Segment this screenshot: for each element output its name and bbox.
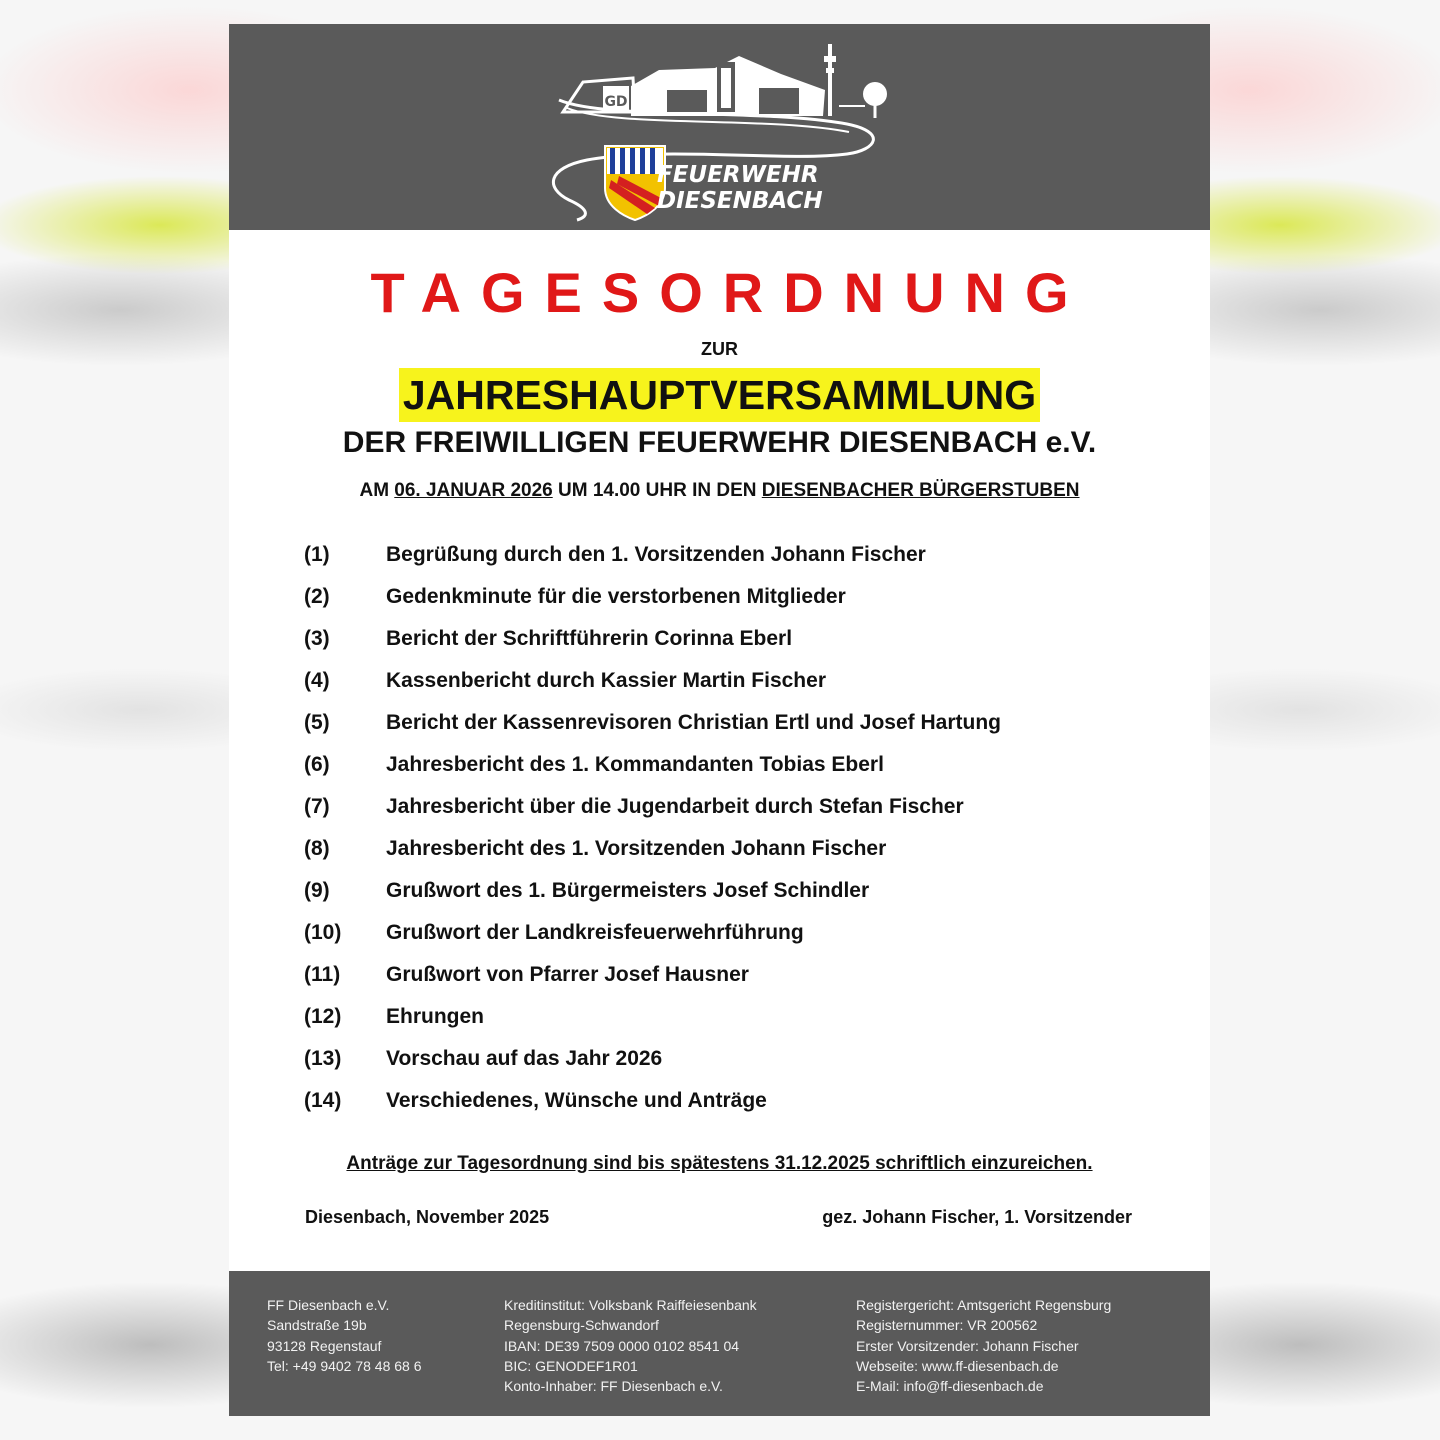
header-banner [229, 24, 1210, 230]
date-prefix: AM [359, 480, 395, 501]
footer-banner [229, 1271, 1210, 1416]
subtitle-zur: ZUR [701, 339, 738, 359]
agenda-text: Grußwort der Landkreisfeuerwehrführung [386, 921, 804, 944]
agenda-number: (2) [304, 585, 330, 608]
agenda-item [304, 837, 1164, 879]
agenda-text: Jahresbericht des 1. Kommandanten Tobias Eberl [386, 753, 884, 776]
agenda-number: (7) [304, 795, 330, 818]
agenda-item [304, 1089, 1164, 1131]
agenda-text: Bericht der Schriftführerin Corinna Eberl [386, 627, 793, 650]
footer-line: Kreditinstitut: Volksbank Raiffeiesenbank [504, 1297, 757, 1313]
agenda-text: Begrüßung durch den 1. Vorsitzenden Johann Fischer [386, 543, 926, 566]
agenda-item [304, 711, 1164, 753]
agenda-number: (6) [304, 753, 330, 776]
place-date: Diesenbach, November 2025 [305, 1207, 550, 1227]
footer-line: IBAN: DE39 7509 0000 0102 8541 04 [504, 1337, 740, 1354]
footer-line: Sandstraße 19b [267, 1317, 367, 1334]
agenda-number: (3) [304, 627, 330, 650]
footer-line: Regensburg-Schwandorf [504, 1317, 659, 1334]
agenda-item [304, 1005, 1164, 1047]
agenda-document [229, 24, 1210, 1416]
footer-line: BIC: GENODEF1R01 [504, 1357, 638, 1374]
agenda-number: (5) [304, 711, 330, 734]
agenda-number: (1) [304, 543, 330, 566]
agenda-number: (14) [304, 1089, 342, 1112]
agenda-list [304, 543, 1164, 1131]
footer-line: Webseite: www.ff-diesenbach.de [856, 1357, 1059, 1374]
submission-note: Anträge zur Tagesordnung sind bis spätestens 31.12.2025 schriftlich einzureichen. [346, 1153, 1093, 1174]
event-name-wrapper [229, 368, 1210, 422]
agenda-item [304, 753, 1164, 795]
agenda-text: Kassenbericht durch Kassier Martin Fischer [386, 669, 826, 692]
agenda-item [304, 585, 1164, 627]
agenda-number: (13) [304, 1047, 342, 1070]
agenda-number: (12) [304, 1005, 342, 1028]
agenda-text: Grußwort von Pfarrer Josef Hausner [386, 963, 749, 986]
agenda-number: (9) [304, 879, 330, 902]
footer-line: Registergericht: Amtsgericht Regensburg [856, 1297, 1112, 1313]
footer-bank-column [504, 1295, 757, 1396]
agenda-item [304, 921, 1164, 963]
agenda-text: Bericht der Kassenrevisoren Christian Ertl und Josef Hartung [386, 711, 1001, 734]
agenda-item [304, 879, 1164, 921]
agenda-number: (8) [304, 837, 330, 860]
agenda-number: (10) [304, 921, 342, 944]
agenda-item [304, 543, 1164, 585]
organization-name: DER FREIWILLIGEN FEUERWEHR DIESENBACH e.V. [342, 426, 1097, 459]
agenda-text: Gedenkminute für die verstorbenen Mitglieder [386, 585, 846, 608]
footer-line: FF Diesenbach e.V. [267, 1297, 390, 1313]
agenda-number: (4) [304, 669, 330, 692]
date-location-line [229, 480, 1210, 502]
logo-text-feuerwehr: FEUERWEHR [657, 162, 819, 188]
agenda-text: Grußwort des 1. Bürgermeisters Josef Schindler [386, 879, 870, 902]
agenda-item [304, 1047, 1164, 1089]
agenda-text: Jahresbericht des 1. Vorsitzenden Johann Fischer [386, 837, 887, 860]
event-name: JAHRESHAUPTVERSAMMLUNG [399, 368, 1040, 422]
agenda-text: Vorschau auf das Jahr 2026 [386, 1047, 663, 1070]
agenda-text: Jahresbericht über die Jugendarbeit durch Stefan Fischer [386, 795, 964, 818]
agenda-item [304, 795, 1164, 837]
footer-line: 93128 Regenstauf [267, 1337, 382, 1354]
logo-text-diesenbach: DIESENBACH [657, 188, 823, 214]
fire-department-logo [547, 38, 893, 223]
footer-line: Tel: +49 9402 78 48 68 6 [267, 1357, 422, 1374]
logo-sign-text: GD [604, 94, 628, 110]
agenda-item [304, 963, 1164, 1005]
footer-line: E-Mail: info@ff-diesenbach.de [856, 1378, 1044, 1395]
footer-address-column [267, 1295, 422, 1376]
page-title: TAGESORDNUNG [370, 261, 1089, 324]
footer-line: Erster Vorsitzender: Johann Fischer [856, 1337, 1079, 1354]
event-date: 06. JANUAR 2026 [394, 480, 553, 501]
agenda-text: Verschiedenes, Wünsche und Anträge [386, 1089, 767, 1112]
footer-line: Registernummer: VR 200562 [856, 1317, 1038, 1334]
event-location: DIESENBACHER BÜRGERSTUBEN [761, 480, 1080, 501]
signature-line: gez. Johann Fischer, 1. Vorsitzender [822, 1207, 1132, 1227]
footer-line: Konto-Inhaber: FF Diesenbach e.V. [504, 1378, 723, 1395]
agenda-text: Ehrungen [386, 1005, 484, 1028]
date-middle: UM 14.00 UHR IN DEN [552, 480, 762, 501]
agenda-item [304, 627, 1164, 669]
agenda-number: (11) [304, 963, 341, 986]
footer-register-column [856, 1295, 1111, 1396]
agenda-item [304, 669, 1164, 711]
